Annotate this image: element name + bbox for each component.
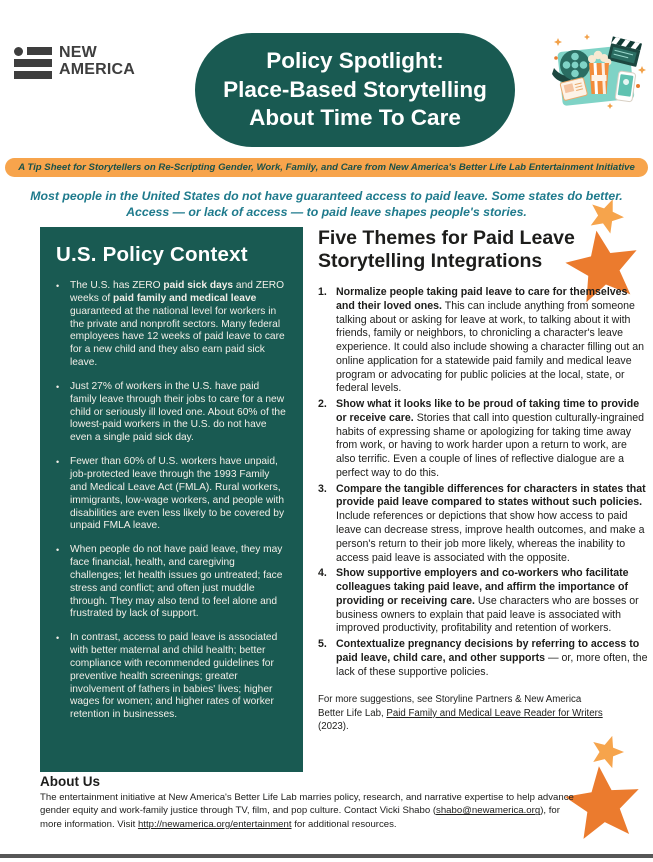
theme-lead: Contextualize pregnancy decisions by referring to access to paid leave, child care, and other supports [336,638,640,664]
logo-word-new: NEW [59,44,97,61]
logo-bar [27,47,52,55]
policy-bullet [56,544,287,621]
about-title: About Us [40,774,100,789]
banner-line-3: About Time To Care [249,105,461,131]
phone-icon [615,71,636,102]
theme-rest: Use characters who are bosses or business owners to explain that paid leave is associated with improved productivity, profitability and retention of workers. [336,594,639,635]
theme-item [318,638,648,679]
theme-rest: This can include anything from someone talking about or asking for leave at work, to talking about it with friends, family or neighbors, to chronicling a character's leave experience. It could also include showing a character filling out an online application for a statewide paid family and medical leave program or advocating for public policies at the local, state, or federal levels. [336,299,644,395]
theme-text [336,398,648,481]
theme-rest: Include references or depictions that show how access to paid leave can decrease stress, improve health outcomes, and make a person's return to their job more likely, whereas the inability to access paid leave is associated with the opposite. [336,510,645,564]
bullet-icon: • [56,545,60,556]
theme-text [336,638,648,679]
theme-item [318,398,648,481]
bullet-icon: • [56,633,60,644]
logo-dot [14,47,23,56]
themes-section [318,227,648,734]
about-section [40,774,580,831]
tagline-pill [5,158,648,177]
theme-item [318,567,648,636]
text-segment: Fewer than 60% of U.S. workers have unpaid, job-protected leave through the 1993 Family and Medical Leave Act (FMLA). Rural workers, immigrants, low-wage workers, and people with disabilities are even less likely to be covered by unpaid FMLA leave. [70,456,285,532]
text-segment: ), for more information. Visit [40,805,560,830]
theme-text [336,567,648,636]
text-segment: When people do not have paid leave, they may face financial, health, and caregiving challenges; let health issues go untreated; face stress and conflict; and often just muddle through. They may also tend to feel alone and frustrated by lack of support. [70,544,283,620]
themes-list [318,286,648,679]
theme-item [318,286,648,396]
policy-bullet-text [70,544,287,621]
intro-line-1: Most people in the United States do not have guaranteed access to paid leave. Some states do better. [30,189,623,203]
text-segment: and ZERO weeks of [70,280,285,304]
theme-number: 4. [318,567,327,580]
banner-line-2: Place-Based Storytelling [223,76,487,102]
themes-title: Five Themes for Paid Leave Storytelling Integrations [318,227,575,272]
theme-number: 5. [318,638,327,651]
theme-item [318,483,648,566]
text-segment: The entertainment initiative at New America's Better Life Lab marries policy, research, and narrative expertise to help advance gender equity and work-family justice through TV, film, and pop culture. Contact Vicki Shabo ( [40,792,574,817]
theme-lead: Normalize people taking paid leave to care for themselves and their loved ones. [336,286,628,312]
theme-number: 2. [318,398,327,411]
bullet-icon: • [56,457,60,468]
more-prefix: For more suggestions, see Storyline Partners & New America Better Life Lab, [318,694,582,719]
bullet-icon: • [56,281,60,291]
title-banner [195,33,515,147]
logo-wordmark [59,45,135,79]
more-suffix: (2023). [318,721,349,733]
theme-text [336,483,648,566]
intro-text [16,189,637,220]
banner-line-1: Policy Spotlight: [266,48,444,74]
about-text [40,791,580,831]
text-segment: for additional resources. [291,818,397,830]
policy-bullet [56,632,287,722]
theme-rest: — or, more often, the lack of these supportive policies. [336,651,648,678]
new-america-logo [14,45,135,79]
text-segment: paid family and medical leave [113,292,257,304]
policy-context-title: U.S. Policy Context [56,243,248,266]
theme-text [336,286,648,396]
footer-rule [0,854,653,858]
tagline-text: A Tip Sheet for Storytellers on Re-Scripting Gender, Work, Family, and Care from New America's Better Life Lab Entertainment Initiative [18,162,635,173]
policy-bullet-text [70,280,287,370]
more-suggestions-note [318,693,608,733]
theme-number: 1. [318,286,327,298]
text-segment: The U.S. has ZERO [70,280,164,291]
policy-bullet [56,456,287,533]
policy-bullet [56,381,287,445]
theme-number: 3. [318,482,327,495]
inline-link[interactable]: http://newamerica.org/entertainment [137,818,292,830]
intro-line-2: Access — or lack of access — to paid leave shapes people's stories. [126,204,527,219]
movie-media-icon [550,30,650,122]
theme-lead: Show supportive employers and co-workers who facilitate colleagues taking paid leave, and affirm the importance of providing or receiving care. [336,567,629,607]
policy-bullet-list [56,280,287,722]
policy-bullet [56,280,287,370]
policy-context-panel [40,227,303,772]
theme-rest: Stories that call into question culturally-ingrained habits of expressing shame or apologizing for taking time away from work, or having to work harder upon a return to work, are also terrific. Even a couple of lines of reflective dialogue are a perfect way to do this. [336,411,644,479]
logo-bar [14,71,52,79]
entertainment-illustration [550,30,650,122]
inline-link[interactable]: shabo@newamerica.org [436,805,541,817]
policy-bullet-text [70,456,287,533]
text-segment: Just 27% of workers in the U.S. have paid family leave through their jobs to care for a new child or seriously ill loved one. About 60% of the lowest-paid workers in the U.S. do not have even a single paid sick day. [70,380,286,444]
logo-bars-icon [14,45,52,79]
text-segment: guaranteed at the national level for workers in the private and nonprofit sectors. Many federal employees have 12 weeks of paid leave to care for a new child and they also earn paid sick leave. [70,305,285,369]
text-segment: In contrast, access to paid leave is associated with better maternal and child health; better compliance with recommended guidelines for preventive health screenings; greater involvement of fathers in babies' lives; higher wages for women; and higher rates of worker retention in businesses. [70,632,278,721]
policy-bullet-text [70,632,287,722]
theme-lead: Show what it looks like to be proud of taking time to provide or receive care. [336,398,640,424]
bullet-icon: • [56,381,60,392]
reader-for-writers-link[interactable]: Paid Family and Medical Leave Reader for Writers [386,707,603,719]
logo-word-america: AMERICA [59,60,136,78]
policy-bullet-text [70,381,287,445]
logo-bar [14,59,52,67]
theme-lead: Compare the tangible differences for characters in states that provide paid leave compared to states without such policies. [336,482,646,509]
text-segment: paid sick days [163,280,234,291]
